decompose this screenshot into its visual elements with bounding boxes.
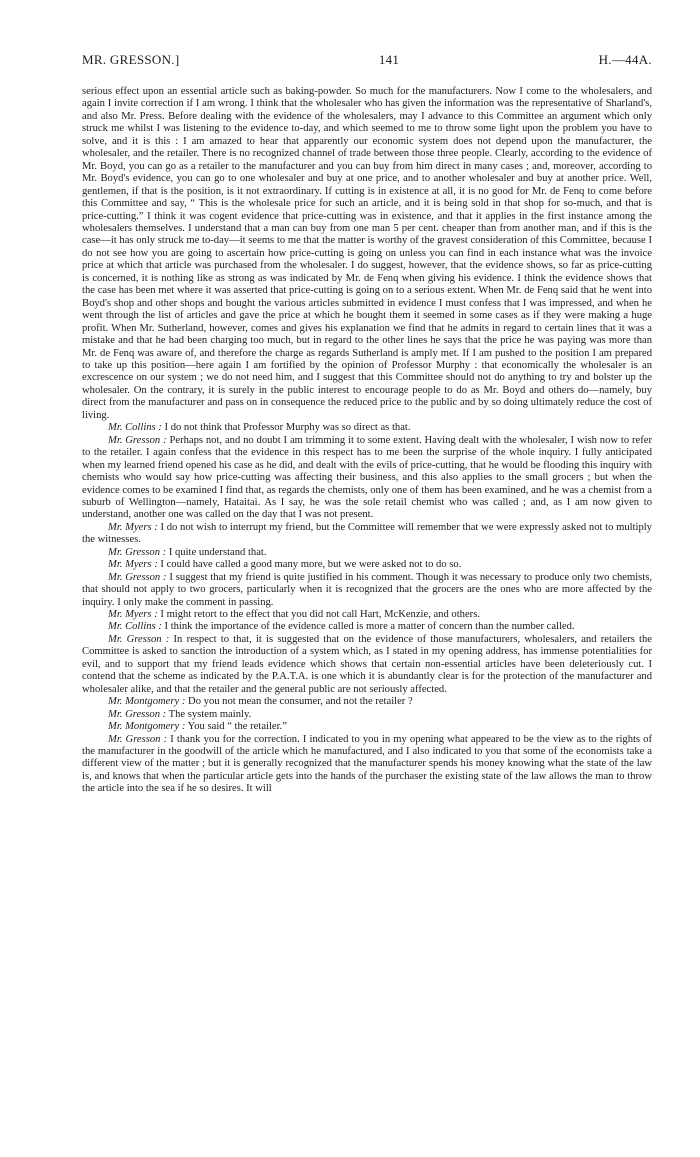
paragraph [82, 572, 652, 609]
paragraph-text: I think the importance of the evidence called is more a matter of concern than the number called. [164, 621, 575, 633]
paragraph-text: The system mainly. [168, 708, 252, 720]
speaker: Mr. Myers : [108, 559, 158, 571]
paragraph [82, 696, 652, 708]
paragraph [82, 621, 652, 633]
speaker: Mr. Gresson : [108, 434, 167, 446]
paragraph-text: I could have called a good many more, but we were asked not to do so. [160, 559, 462, 571]
speaker: Mr. Montgomery : [108, 696, 186, 708]
paragraph-text: I might retort to the effect that you did not call Hart, McKenzie, and others. [160, 609, 480, 621]
speaker: Mr. Montgomery : [108, 721, 186, 733]
paragraph [82, 609, 652, 621]
paragraph-text: I do not think that Professor Murphy was so direct as that. [164, 422, 411, 434]
paragraph-text: serious effect upon an essential article such as baking-powder. So much for the manufacturers. Now I come to the wholesalers, and again I invite correction if I am wrong. I think that the wholesaler who has given the information was the representative of Sharland's, and also Mr. Press. Before dealing with the evidence of the wholesalers, may I advance to this Committee an argument which only struck me whilst I was listening to the evidence to-day, and which seemed to me to throw some light upon the problem you have to solve, and it is this : I am amazed to hear that apparently our economic system does not depend upon the manufacturer, the wholesaler, and the retailer. There is no recognized channel of trade between those three people. Clearly, according to the evidence of Mr. Boyd, you can go as a retailer to the manufacturer and you can buy from him direct in many cases ; and, moreover, according to Mr. Boyd's evidence, you can go to one wholesaler and buy at one price, and to another wholesaler and buy at another price. Well, gentlemen, if that is the position, is it not extraordinary. If cutting is in existence at all, it is no good for Mr. de Fenq to come before this Committee and say, “ This is the wholesale price for such an article, and it is being sold in that shop for so-much, and that is price-cutting.” I think it was cogent evidence that price-cutting was in existence, and that it applies in the first instance among the wholesalers themselves. I understand that a man can buy from one man 5 per cent. cheaper than from another man, and if this is the case—it has only struck me to-day—it seems to me that the matter is worthy of the gravest consideration of this Committee, because I do not see how you are going to ascertain how price-cutting is going on unless you can find in each instance what was the invoice price at which that article was purchased from the wholesaler. I do suggest, however, that the evidence shows, so far as price-cutting is concerned, it is nothing like as strong as was indicated by Mr. de Fenq when giving his evidence. I think the evidence shows that the case has been met where it was asserted that price-cutting is going on to a serious extent. When Mr. de Fenq said that he went into Boyd's shop and other shops and bought the various articles submitted in evidence I must confess that I was impressed, and when he went through the list of articles and gave the price at which he bought them it seemed in some cases as if they were making a huge profit. When Mr. Sutherland, however, comes and gives his explanation we find that he admits in regard to certain lines that it was a mistake and that he had been charging too much, but in regard to the other lines he says that the price he was paying was more than Mr. de Fenq was aware of, and therefore the charge as regards Sutherland is amply met. If I am pushed to the position I am prepared to take up this position—here again I am fortified by the opinion of Professor Murphy : that economically the wholesaler is an excrescence on our system ; we do not need him, and I suggest that this Committee should not do anything to try and bolster up the wholesaler. On the contrary, it is surely in the public interest to encourage people to do as Mr. Boyd and others do—namely, buy direct from the manufacturer and pass on in consequence the reduced price to the public and by so doing ultimately reduce the cost of living. [82, 86, 652, 421]
speaker: Mr. Gresson : [108, 708, 167, 720]
paragraph-text: I do not wish to interrupt my friend, but the Committee will remember that we were expressly asked not to multiply the witnesses. [82, 521, 652, 546]
paragraph [82, 522, 652, 547]
paragraph [82, 721, 652, 733]
speaker: Mr. Collins : [108, 422, 162, 434]
speaker: Mr. Myers : [108, 521, 158, 533]
paragraph-text: I thank you for the correction. I indicated to you in my opening what appeared to be the view as to the rights of the manufacturer in the goodwill of the article which he manufactured, and I also indicated to you that some of the economists take a different view of the matter ; but it is generally recognized that the manufacturer spends his money knowing what the state of the law is, and knows that when the particular article gets into the hands of the purchaser the existing state of the law allows the man to throw the article into the sea if he so desires. It will [82, 733, 653, 795]
speaker: Mr. Collins : [108, 621, 162, 633]
document-page [82, 52, 652, 796]
speaker: Mr. Gresson : [108, 733, 168, 745]
paragraph [82, 734, 652, 796]
speaker: Mr. Gresson : [108, 633, 170, 645]
paragraph-text: Perhaps not, and no doubt I am trimming it to some extent. Having dealt with the wholesaler, I wish now to refer to the retailer. I again confess that the evidence in this respect has to me been the surprise of the whole inquiry. I fully anticipated when my learned friend opened his case as he did, and dealt with the evils of price-cutting, that he would be flooding this inquiry with chemists who would say how price-cutting was affecting their business, and this also applies to the small grocers ; but when the evidence comes to be examined I find that, as regards the chemists, only one of them has been examined, and he was a chemist from a suburb of Wellington—namely, Hataitai. As I say, he was the sole retail chemist who was called ; and, as I am now given to understand, another one was called on the day that I was not present. [82, 434, 652, 521]
paragraph-text: In respect to that, it is suggested that on the evidence of those manufacturers, wholesalers, and retailers the Committee is asked to sanction the introduction of a system which, as I stated in my opening address, has immense potentialities for evil, and to support that my friend leads evidence which shows that certain non-essential articles have been deleteriously cut. I contend that the scheme as indicated by the P.A.T.A. is one which it is abundantly clear is for the protection of the manufacturer and wholesaler alike, and that the retailer and the general public are not seriously affected. [82, 633, 652, 695]
document-reference: H.—44A. [598, 52, 652, 67]
page-header [82, 52, 652, 74]
paragraph [82, 559, 652, 571]
speaker: Mr. Myers : [108, 609, 158, 621]
paragraph [82, 709, 652, 721]
paragraph-text: Do you not mean the consumer, and not the retailer ? [188, 696, 413, 708]
speaker: Mr. Gresson : [108, 546, 167, 558]
paragraph [82, 634, 652, 696]
paragraph-text: I suggest that my friend is quite justified in his comment. Though it was necessary to produce only two chemists, that should not apply to two grocers, particularly when it is recognized that the grocers are the ones who are more affected by the inquiry. I only make the comment in passing. [82, 571, 653, 608]
paragraph [82, 86, 652, 422]
paragraph [82, 422, 652, 434]
transcript-body [82, 86, 652, 796]
paragraph [82, 547, 652, 559]
speaker: Mr. Gresson : [108, 571, 167, 583]
paragraph-text: I quite understand that. [168, 546, 267, 558]
paragraph-text: You said “ the retailer.” [187, 721, 287, 733]
paragraph [82, 435, 652, 522]
header-speaker: MR. GRESSON.] [82, 52, 180, 67]
page-number: 141 [378, 52, 400, 67]
